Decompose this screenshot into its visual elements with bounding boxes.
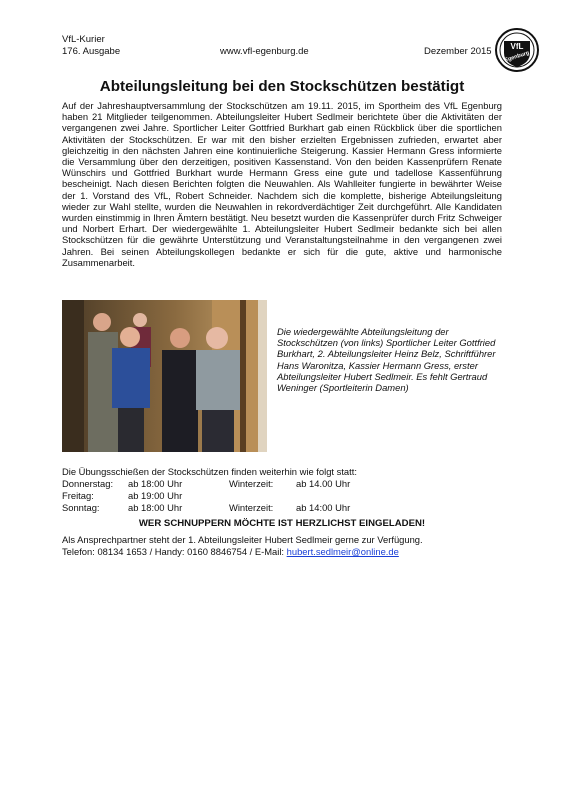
schedule-row bbox=[62, 478, 482, 490]
email-link[interactable]: hubert.sedlmeir@online.de bbox=[286, 546, 399, 557]
schedule-day: Freitag: bbox=[62, 490, 94, 501]
schedule-day: Donnerstag: bbox=[62, 478, 114, 489]
header-left bbox=[62, 34, 120, 58]
article-title: Abteilungsleitung bei den Stockschützen bestätigt bbox=[99, 78, 465, 95]
publication-name: VfL-Kurier bbox=[62, 34, 105, 45]
schedule-day: Sonntag: bbox=[62, 502, 100, 513]
website-link: www.vfl-egenburg.de bbox=[220, 46, 309, 57]
schedule-winter-label: Winterzeit: bbox=[229, 502, 274, 513]
schedule-time: ab 19:00 Uhr bbox=[128, 490, 183, 501]
schedule-winter-label: Winterzeit: bbox=[229, 478, 274, 489]
schedule-time: ab 18:00 Uhr bbox=[128, 502, 183, 513]
club-logo bbox=[494, 27, 540, 73]
issue-number: 176. Ausgabe bbox=[62, 46, 121, 57]
schedule-row bbox=[62, 490, 482, 502]
article-body: Auf der Jahreshauptversammlung der Stockschützen am 19.11. 2015, im Sportheim des VfL Egenburg haben 21 Mitglieder teilgenommen. Abteilungsleiter Hubert Sedlmeir berichtete über die Aktivitäten der vergangenen zwei Jahre. Sportlicher Leiter Gottfried Burkhart gab einen Rückblick über die sportlichen Aktivitäten der Stockschützen. Er war mit den bisher erzielten Ergebnissen zufrieden, erwartet aber gleichzeitig in den nächsten Jahren eine kontinuierliche Steigerung. Kassier Hermann Gress informierte die Versammlung über den derzeitigen, positiven Kassenstand. Von den beiden Kassenprüfern Renate Wünschirs und Gottfried Burkhart wurde Hermann Gress eine gute und tadellose Kassenführung bescheinigt. Nach diesen Berichten folgten die Neuwahlen. Als Wahlleiter fungierte in bewährter Weise der 1. Vorstand des VfL, Robert Schneider. Nachdem sich die komplette, bisherige Abteilungsleitung wieder zur Wahl stellte, wurden die Neuwahlen in rekordverdächtiger Zeit durchgeführt. Alle Kandidaten wurden einstimmig in Ihren Ämtern bestätigt. Neu besetzt wurden die Kassenprüfer durch Fritz Schweiger und Norbert Erhart. Der wiedergewählte 1. Abteilungsleiter Hubert Sedlmeir bedankte sich bei allen Stockschützen für die gewährte Unterstützung und Veranstaltungsteilnahme in den vergangenen zwei Jahren. Bei seinen Abteilungskollegen bedankte er sich für die gute, aktive und harmonische Zusammenarbeit. bbox=[62, 100, 502, 268]
svg-text:VfL: VfL bbox=[510, 42, 524, 51]
invitation-banner: WER SCHNUPPERN MÖCHTE IST HERZLICHST EINGELADEN! bbox=[138, 518, 426, 529]
schedule-intro: Die Übungsschießen der Stockschützen finden weiterhin wie folgt statt: bbox=[62, 466, 357, 477]
svg-text:Egenburg: Egenburg bbox=[503, 50, 531, 64]
schedule-time: ab 18:00 Uhr bbox=[128, 478, 183, 489]
contact-person: Als Ansprechpartner steht der 1. Abteilungsleiter Hubert Sedlmeir gerne zur Verfügung. bbox=[62, 534, 423, 545]
issue-date: Dezember 2015 bbox=[424, 46, 492, 57]
schedule-winter-time: ab 14:00 Uhr bbox=[296, 502, 351, 513]
group-photo bbox=[62, 300, 267, 452]
photo-caption: Die wiedergewählte Abteilungsleitung der Stockschützen (von links) Sportlicher Leiter Gottfried Burkhart, 2. Abteilungsleiter Heinz Belz, Schriftführer Hans Waronitza, Kassier Hermann Gress, erster Abteilungsleiter Hubert Sedlmeir. Es fehlt Gertraud Weninger (Sportleiterin Damen) bbox=[277, 326, 496, 394]
schedule-row bbox=[62, 502, 482, 514]
schedule-table bbox=[62, 478, 482, 514]
contact-phone: Telefon: 08134 1653 / Handy: 0160 8846754 / E-Mail: bbox=[62, 546, 287, 557]
schedule-winter-time: ab 14.00 Uhr bbox=[296, 478, 351, 489]
contact-details bbox=[62, 546, 399, 557]
